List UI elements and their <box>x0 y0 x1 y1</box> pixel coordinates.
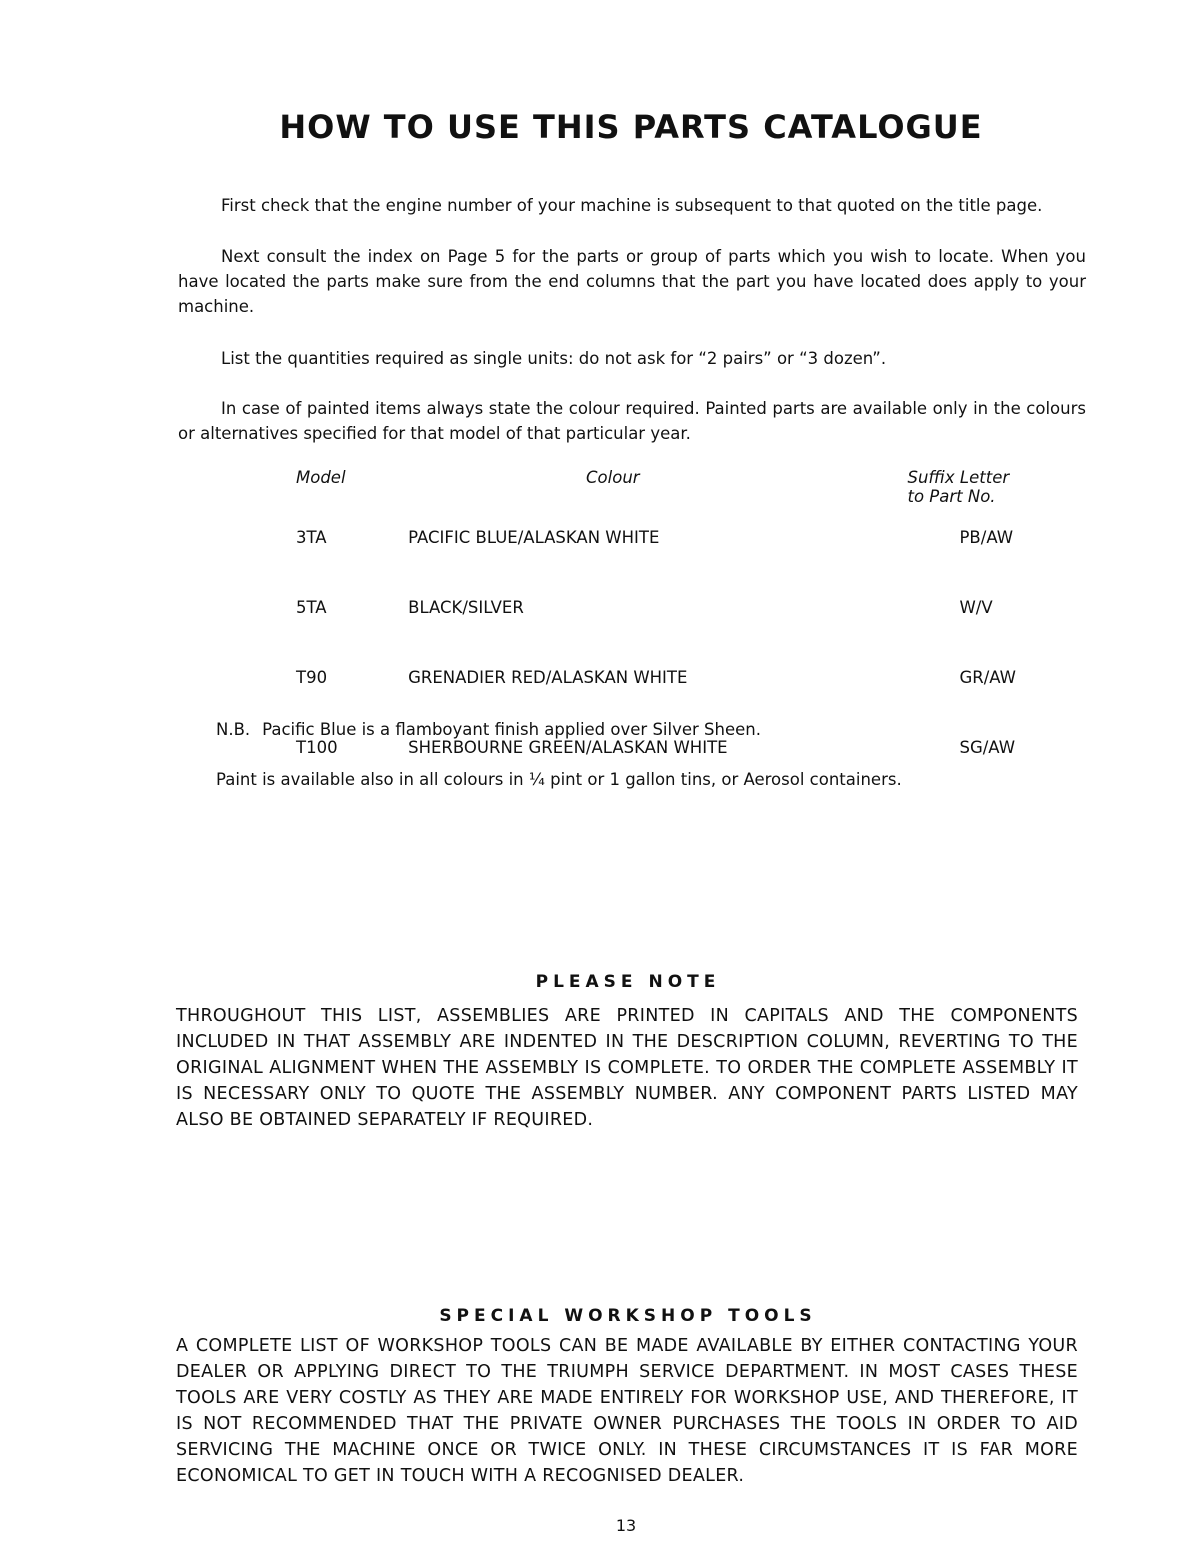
header-model: Model <box>296 468 346 487</box>
nb-note <box>216 720 761 739</box>
table-row <box>296 648 1016 718</box>
table-row <box>296 506 1016 578</box>
please-note-heading: PLEASE NOTE <box>535 972 721 992</box>
intro-paragraph-index: Next consult the index on Page 5 for the parts or group of parts which you wish to locate. When you have located the parts make sure from the end columns that the part you have located does apply to your machine. <box>178 247 1086 316</box>
colour-table-header-row <box>296 468 1016 506</box>
suffix-cell: W/V <box>959 598 993 617</box>
colour-cell: BLACK/SILVER <box>408 598 524 617</box>
colour-cell: PACIFIC BLUE/ALASKAN WHITE <box>408 528 660 547</box>
please-note-text: THROUGHOUT THIS LIST, ASSEMBLIES ARE PRINTED IN CAPITALS AND THE COMPONENTS INCLUDED IN THAT ASSEMBLY ARE INDENTED IN THE DESCRIPTION COLUMN, REVERTING TO THE ORIGINAL ALIGNMENT WHEN THE ASSEMBLY IS COMPLETE. TO ORDER THE COMPLETE ASSEMBLY IT IS NECESSARY ONLY TO QUOTE THE ASSEMBLY NUMBER. ANY COMPONENT PARTS LISTED MAY ALSO BE OBTAINED SEPARATELY IF REQUIRED. <box>176 1006 1078 1130</box>
special-tools-text: A COMPLETE LIST OF WORKSHOP TOOLS CAN BE MADE AVAILABLE BY EITHER CONTACTING YOUR DEALER OR APPLYING DIRECT TO THE TRIUMPH SERVICE DEPARTMENT. IN MOST CASES THESE TOOLS ARE VERY COSTLY AS THEY ARE MADE ENTIRELY FOR WORKSHOP USE, AND THEREFORE, IT IS NOT RECOMMENDED THAT THE PRIVATE OWNER PURCHASES THE TOOLS IN ORDER TO AID SERVICING THE MACHINE ONCE OR TWICE ONLY. IN THESE CIRCUMSTANCES IT IS FAR MORE ECONOMICAL TO GET IN TOUCH WITH A RECOGNISED DEALER. <box>176 1336 1078 1486</box>
suffix-cell: PB/AW <box>959 528 1014 547</box>
suffix-cell: GR/AW <box>959 668 1016 687</box>
intro-paragraph-quantities: List the quantities required as single units: do not ask for “2 pairs” or “3 dozen”. <box>221 349 887 368</box>
model-cell: T100 <box>296 738 338 757</box>
colour-cell: SHERBOURNE GREEN/ALASKAN WHITE <box>408 738 728 757</box>
nb-text: Pacific Blue is a flamboyant finish applied over Silver Sheen. <box>262 720 761 739</box>
page-number: 13 <box>615 1516 637 1535</box>
table-row <box>296 578 1016 648</box>
paint-availability-note: Paint is available also in all colours in ¼ pint or 1 gallon tins, or Aerosol containers. <box>216 770 902 789</box>
page-title: HOW TO USE THIS PARTS CATALOGUE <box>279 108 983 146</box>
intro-paragraph-painted-items: In case of painted items always state the colour required. Painted parts are available only in the colours or alternatives specified for that model of that particular year. <box>178 399 1086 443</box>
suffix-cell: SG/AW <box>959 738 1016 757</box>
colour-table <box>296 468 1016 788</box>
nb-label: N.B. <box>216 720 251 739</box>
model-cell: 3TA <box>296 528 327 547</box>
colour-cell: GRENADIER RED/ALASKAN WHITE <box>408 668 688 687</box>
header-suffix: Suffix Letter to Part No. <box>907 468 1010 506</box>
special-tools-heading: SPECIAL WORKSHOP TOOLS <box>439 1306 817 1326</box>
intro-paragraph-engine-number: First check that the engine number of your machine is subsequent to that quoted on the title page. <box>221 196 1043 215</box>
model-cell: 5TA <box>296 598 327 617</box>
header-colour: Colour <box>586 468 640 487</box>
model-cell: T90 <box>296 668 328 687</box>
